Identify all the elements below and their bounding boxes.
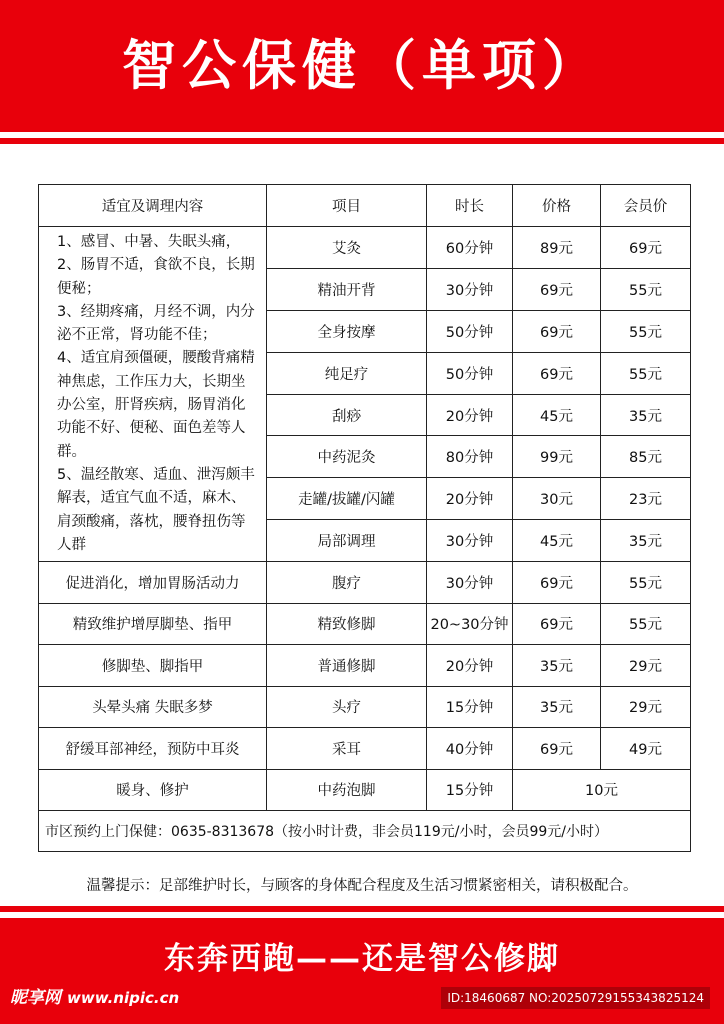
price-cell: 69元 (513, 728, 601, 770)
column-header-content: 适宜及调理内容 (39, 185, 267, 227)
member-price-cell: 55元 (601, 268, 691, 310)
footer-slogan: 东奔西跑——还是智公修脚 (164, 941, 560, 977)
suitable-content-cell: 头晕头痛 失眠多梦 (39, 686, 267, 728)
footer-divider (0, 906, 724, 912)
watermark-url: www.nipic.cn (67, 989, 180, 1007)
duration-cell: 80分钟 (427, 436, 513, 478)
item-cell: 局部调理 (267, 520, 427, 562)
suitable-content-cell: 暖身、修护 (39, 769, 267, 811)
member-price-cell: 35元 (601, 520, 691, 562)
price-cell: 10元 (513, 769, 691, 811)
duration-cell: 20分钟 (427, 394, 513, 436)
column-header-duration: 时长 (427, 185, 513, 227)
member-price-cell: 35元 (601, 394, 691, 436)
price-cell: 45元 (513, 394, 601, 436)
table-row (39, 562, 691, 604)
watermark-id: ID:18460687 NO:20250729155343825124 (441, 987, 710, 1009)
table-header-row (39, 185, 691, 227)
item-cell: 刮痧 (267, 394, 427, 436)
item-cell: 采耳 (267, 728, 427, 770)
duration-cell: 15分钟 (427, 769, 513, 811)
duration-cell: 50分钟 (427, 310, 513, 352)
item-cell: 中药泥灸 (267, 436, 427, 478)
member-price-cell: 85元 (601, 436, 691, 478)
item-cell: 艾灸 (267, 227, 427, 269)
item-cell: 中药泡脚 (267, 769, 427, 811)
duration-cell: 30分钟 (427, 520, 513, 562)
member-price-cell: 29元 (601, 645, 691, 687)
price-cell: 69元 (513, 562, 601, 604)
price-cell: 45元 (513, 520, 601, 562)
price-cell: 69元 (513, 268, 601, 310)
item-cell: 头疗 (267, 686, 427, 728)
duration-cell: 60分钟 (427, 227, 513, 269)
table-row (39, 686, 691, 728)
column-header-price: 价格 (513, 185, 601, 227)
duration-cell: 15分钟 (427, 686, 513, 728)
price-cell: 69元 (513, 352, 601, 394)
suitable-content-cell: 舒缓耳部神经，预防中耳炎 (39, 728, 267, 770)
price-cell: 69元 (513, 603, 601, 645)
table-row (39, 769, 691, 811)
price-cell: 69元 (513, 310, 601, 352)
price-cell: 99元 (513, 436, 601, 478)
footnote-row (39, 811, 691, 852)
duration-cell: 20分钟 (427, 478, 513, 520)
item-cell: 纯足疗 (267, 352, 427, 394)
price-cell: 30元 (513, 478, 601, 520)
member-price-cell: 49元 (601, 728, 691, 770)
table-row (39, 603, 691, 645)
price-table (38, 184, 691, 852)
member-price-cell: 55元 (601, 352, 691, 394)
duration-cell: 50分钟 (427, 352, 513, 394)
item-cell: 精致修脚 (267, 603, 427, 645)
item-cell: 精油开背 (267, 268, 427, 310)
duration-cell: 30分钟 (427, 562, 513, 604)
table-row (39, 227, 691, 269)
duration-cell: 40分钟 (427, 728, 513, 770)
item-cell: 全身按摩 (267, 310, 427, 352)
suitable-content-cell: 1、感冒、中暑、失眠头痛， 2、肠胃不适，食欲不良，长期便秘； 3、经期疼痛，月经不调，内分泌不正常，肾功能不佳； 4、适宜肩颈僵硬，腰酸背痛精神焦虑，工作压力大，长期坐办公室，肝肾疾病，肠胃消化功能不好、便秘、面色差等人群。 5、温经散寒、适血、泄泻颇丰解表，适宜气血不适，麻木、肩颈酸痛，落枕，腰脊扭伤等人群 (39, 227, 267, 562)
suitable-content-cell: 促进消化，增加胃肠活动力 (39, 562, 267, 604)
header-divider (0, 138, 724, 144)
duration-cell: 30分钟 (427, 268, 513, 310)
item-cell: 腹疗 (267, 562, 427, 604)
suitable-content-cell: 精致维护增厚脚垫、指甲 (39, 603, 267, 645)
member-price-cell: 55元 (601, 562, 691, 604)
member-price-cell: 29元 (601, 686, 691, 728)
duration-cell: 20分钟 (427, 645, 513, 687)
page-title: 智公保健（单项） (122, 34, 602, 97)
price-cell: 89元 (513, 227, 601, 269)
price-cell: 35元 (513, 645, 601, 687)
price-cell: 35元 (513, 686, 601, 728)
watermark-logo (10, 986, 179, 1010)
member-price-cell: 55元 (601, 310, 691, 352)
table-row (39, 728, 691, 770)
column-header-item: 项目 (267, 185, 427, 227)
watermark-logo-text: 昵享网 (10, 988, 61, 1008)
tip-text: 温馨提示：足部维护时长，与顾客的身体配合程度及生活习惯紧密相关，请积极配合。 (86, 878, 638, 894)
table-row (39, 645, 691, 687)
item-cell: 普通修脚 (267, 645, 427, 687)
home-service-note: 市区预约上门保健：0635-8313678（按小时计费，非会员119元/小时，会员99元/小时） (39, 811, 691, 852)
member-price-cell: 23元 (601, 478, 691, 520)
member-price-cell: 69元 (601, 227, 691, 269)
item-cell: 走罐/拔罐/闪罐 (267, 478, 427, 520)
column-header-member-price: 会员价 (601, 185, 691, 227)
member-price-cell: 55元 (601, 603, 691, 645)
duration-cell: 20~30分钟 (427, 603, 513, 645)
suitable-content-cell: 修脚垫、脚指甲 (39, 645, 267, 687)
